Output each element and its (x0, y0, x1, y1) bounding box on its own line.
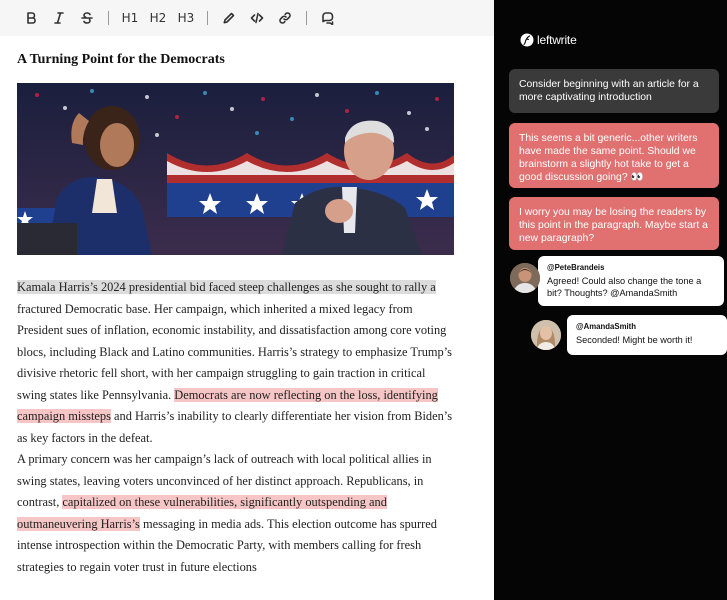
comment-bubble[interactable] (567, 315, 727, 355)
hero-image (17, 83, 454, 255)
formatting-toolbar (0, 0, 494, 36)
paragraph-1-text-b: and Harris’s inability to clearly differentiate her vision from Biden’s as key factors in the defeat. (17, 409, 453, 445)
paragraph-1-text-a: fractured Democratic base. Her campaign, which inherited a mixed legacy from President sues of inflation, economic instability, and dissatisfaction among core voting blocs, including Black and Latino communities. Harris’s strategy to emphasize Trump’s divisive rhetoric fell short, with her campaign struggling to gain traction in critical swing states like Pennsylvania. (17, 301, 452, 402)
pink-highlight[interactable]: Democrats are now reflecting on the loss, identifying campaign missteps (17, 387, 438, 423)
paragraph-2[interactable] (17, 449, 457, 578)
comment-button[interactable] (317, 7, 339, 29)
user-avatar-icon (510, 263, 540, 293)
paragraph-2-text-b: messaging in media ads. This election outcome has spurred intense introspection within the Democratic Party, with members calling for fresh strategies to regain voter trust in future elections (17, 516, 437, 574)
toolbar-divider (306, 11, 307, 25)
suggestion-card[interactable]: This seems a bit generic...other writers have made the same point. Should we brainstorm a slightly hot take to get a good discussion going? 👀 (509, 123, 719, 188)
italic-icon (52, 11, 66, 25)
italic-button[interactable] (48, 7, 70, 29)
heading-2-button[interactable] (147, 7, 169, 29)
avatar[interactable] (510, 263, 540, 293)
pink-highlight[interactable]: capitalized on these vulnerabilities, significantly outspending and outmaneuvering Harris’s (17, 495, 387, 531)
suggestion-card[interactable]: Consider beginning with an article for a more captivating introduction (509, 69, 719, 113)
paragraph-2-text-a: A primary concern was her campaign’s lack of outreach with local political allies in swing states, leaving voters unconvinced of her distinct approach. Republicans, in contrast, (17, 452, 432, 509)
link-button[interactable] (274, 7, 296, 29)
campaign-rally-photo (17, 83, 454, 255)
heading-1-button[interactable] (119, 7, 141, 29)
toolbar-divider (207, 11, 208, 25)
bold-icon (24, 11, 38, 25)
strikethrough-icon (80, 11, 94, 25)
link-icon (278, 11, 292, 25)
comment-username: @AmandaSmith (576, 322, 637, 331)
heading-1-label: H1 (121, 11, 139, 25)
heading-2-label: H2 (149, 11, 167, 25)
gray-highlight[interactable]: Kamala Harris’s 2024 presidential bid faced steep challenges as she sought to rally a (17, 280, 436, 294)
paragraph-1[interactable] (17, 277, 457, 449)
toolbar-divider (108, 11, 109, 25)
heading-3-button[interactable] (175, 7, 197, 29)
bold-button[interactable] (20, 7, 42, 29)
comment-bubble[interactable] (538, 256, 724, 306)
suggestion-card[interactable]: I worry you may be losing the readers by this point in the paragraph. Maybe start a new paragraph? (509, 197, 719, 250)
quill-logo-icon (520, 33, 534, 47)
avatar[interactable] (531, 320, 561, 350)
document-title[interactable]: A Turning Point for the Democrats (17, 52, 225, 67)
comment-sidebar (494, 0, 727, 600)
comment-text: Seconded! Might be worth it! (576, 335, 693, 345)
strikethrough-button[interactable] (76, 7, 98, 29)
code-button[interactable] (246, 7, 268, 29)
comment-icon (321, 11, 335, 25)
pen-button[interactable] (218, 7, 240, 29)
comment-text: Agreed! Could also change the tone a bit? Thoughts? @AmandaSmith (547, 276, 702, 298)
user-avatar-icon (531, 320, 561, 350)
pen-icon (222, 11, 236, 25)
heading-3-label: H3 (177, 11, 195, 25)
brand-name: leftwrite (537, 33, 577, 47)
comment-username: @PeteBrandeis (547, 263, 605, 272)
code-icon (250, 11, 264, 25)
brand-logo (520, 33, 577, 47)
